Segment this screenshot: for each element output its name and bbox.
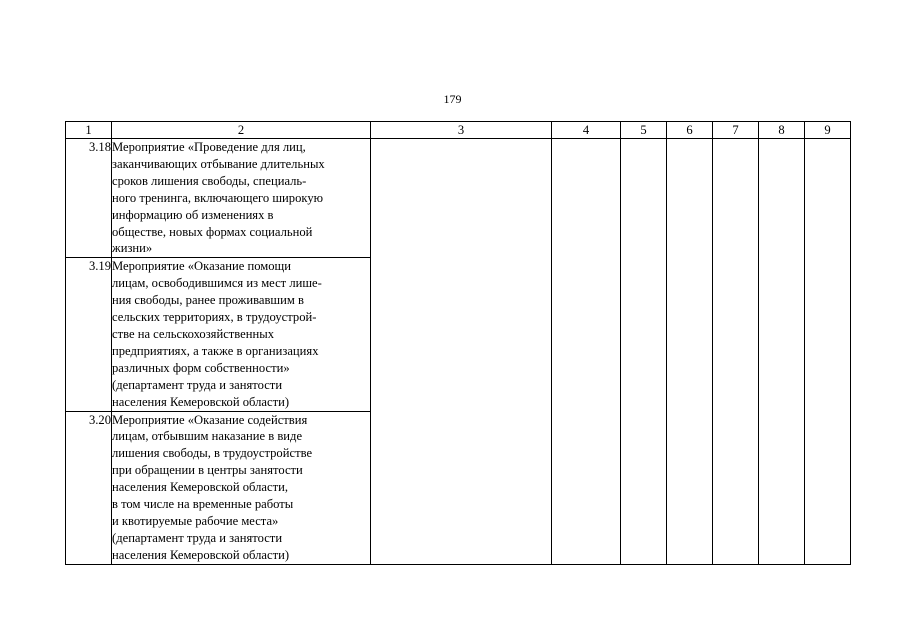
- empty-cell: [621, 139, 667, 565]
- row-number: 3.19: [66, 258, 112, 411]
- page-number: 179: [443, 92, 462, 106]
- column-header: 4: [552, 122, 621, 139]
- empty-cell: [667, 139, 713, 565]
- empty-cell: [759, 139, 805, 565]
- empty-cell: [371, 139, 552, 565]
- row-description: Мероприятие «Оказание содействия лицам, отбывшим наказание в виде лишения свободы, в трудоустройстве при обращении в центры занятости населения Кемеровской области, в том числе на временные работы и квотируемые рабочие места» (департамент труда и занятости населения Кемеровской области): [112, 411, 371, 564]
- row-description: Мероприятие «Оказание помощи лицам, освободившимся из мест лише- ния свободы, ранее проживавшим в сельских территориях, в трудоустрой- стве на сельскохозяйственных предприятиях, а также в организациях различных форм собственности» (департамент труда и занятости населения Кемеровской области): [112, 258, 371, 411]
- empty-cell: [552, 139, 621, 565]
- empty-cell: [713, 139, 759, 565]
- column-header: 7: [713, 122, 759, 139]
- column-header: 6: [667, 122, 713, 139]
- table-header-row: [66, 122, 851, 139]
- column-header: 3: [371, 122, 552, 139]
- column-header: 5: [621, 122, 667, 139]
- row-number: 3.18: [66, 139, 112, 258]
- column-header: 8: [759, 122, 805, 139]
- program-table: [65, 121, 851, 565]
- column-header: 1: [66, 122, 112, 139]
- row-number: 3.20: [66, 411, 112, 564]
- column-header: 2: [112, 122, 371, 139]
- column-header: 9: [805, 122, 851, 139]
- empty-cell: [805, 139, 851, 565]
- table-row: [66, 139, 851, 258]
- row-description: Мероприятие «Проведение для лиц, заканчивающих отбывание длительных сроков лишения свободы, специаль- ного тренинга, включающего широкую информацию об изменениях в обществе, новых формах социальной жизни»: [112, 139, 371, 258]
